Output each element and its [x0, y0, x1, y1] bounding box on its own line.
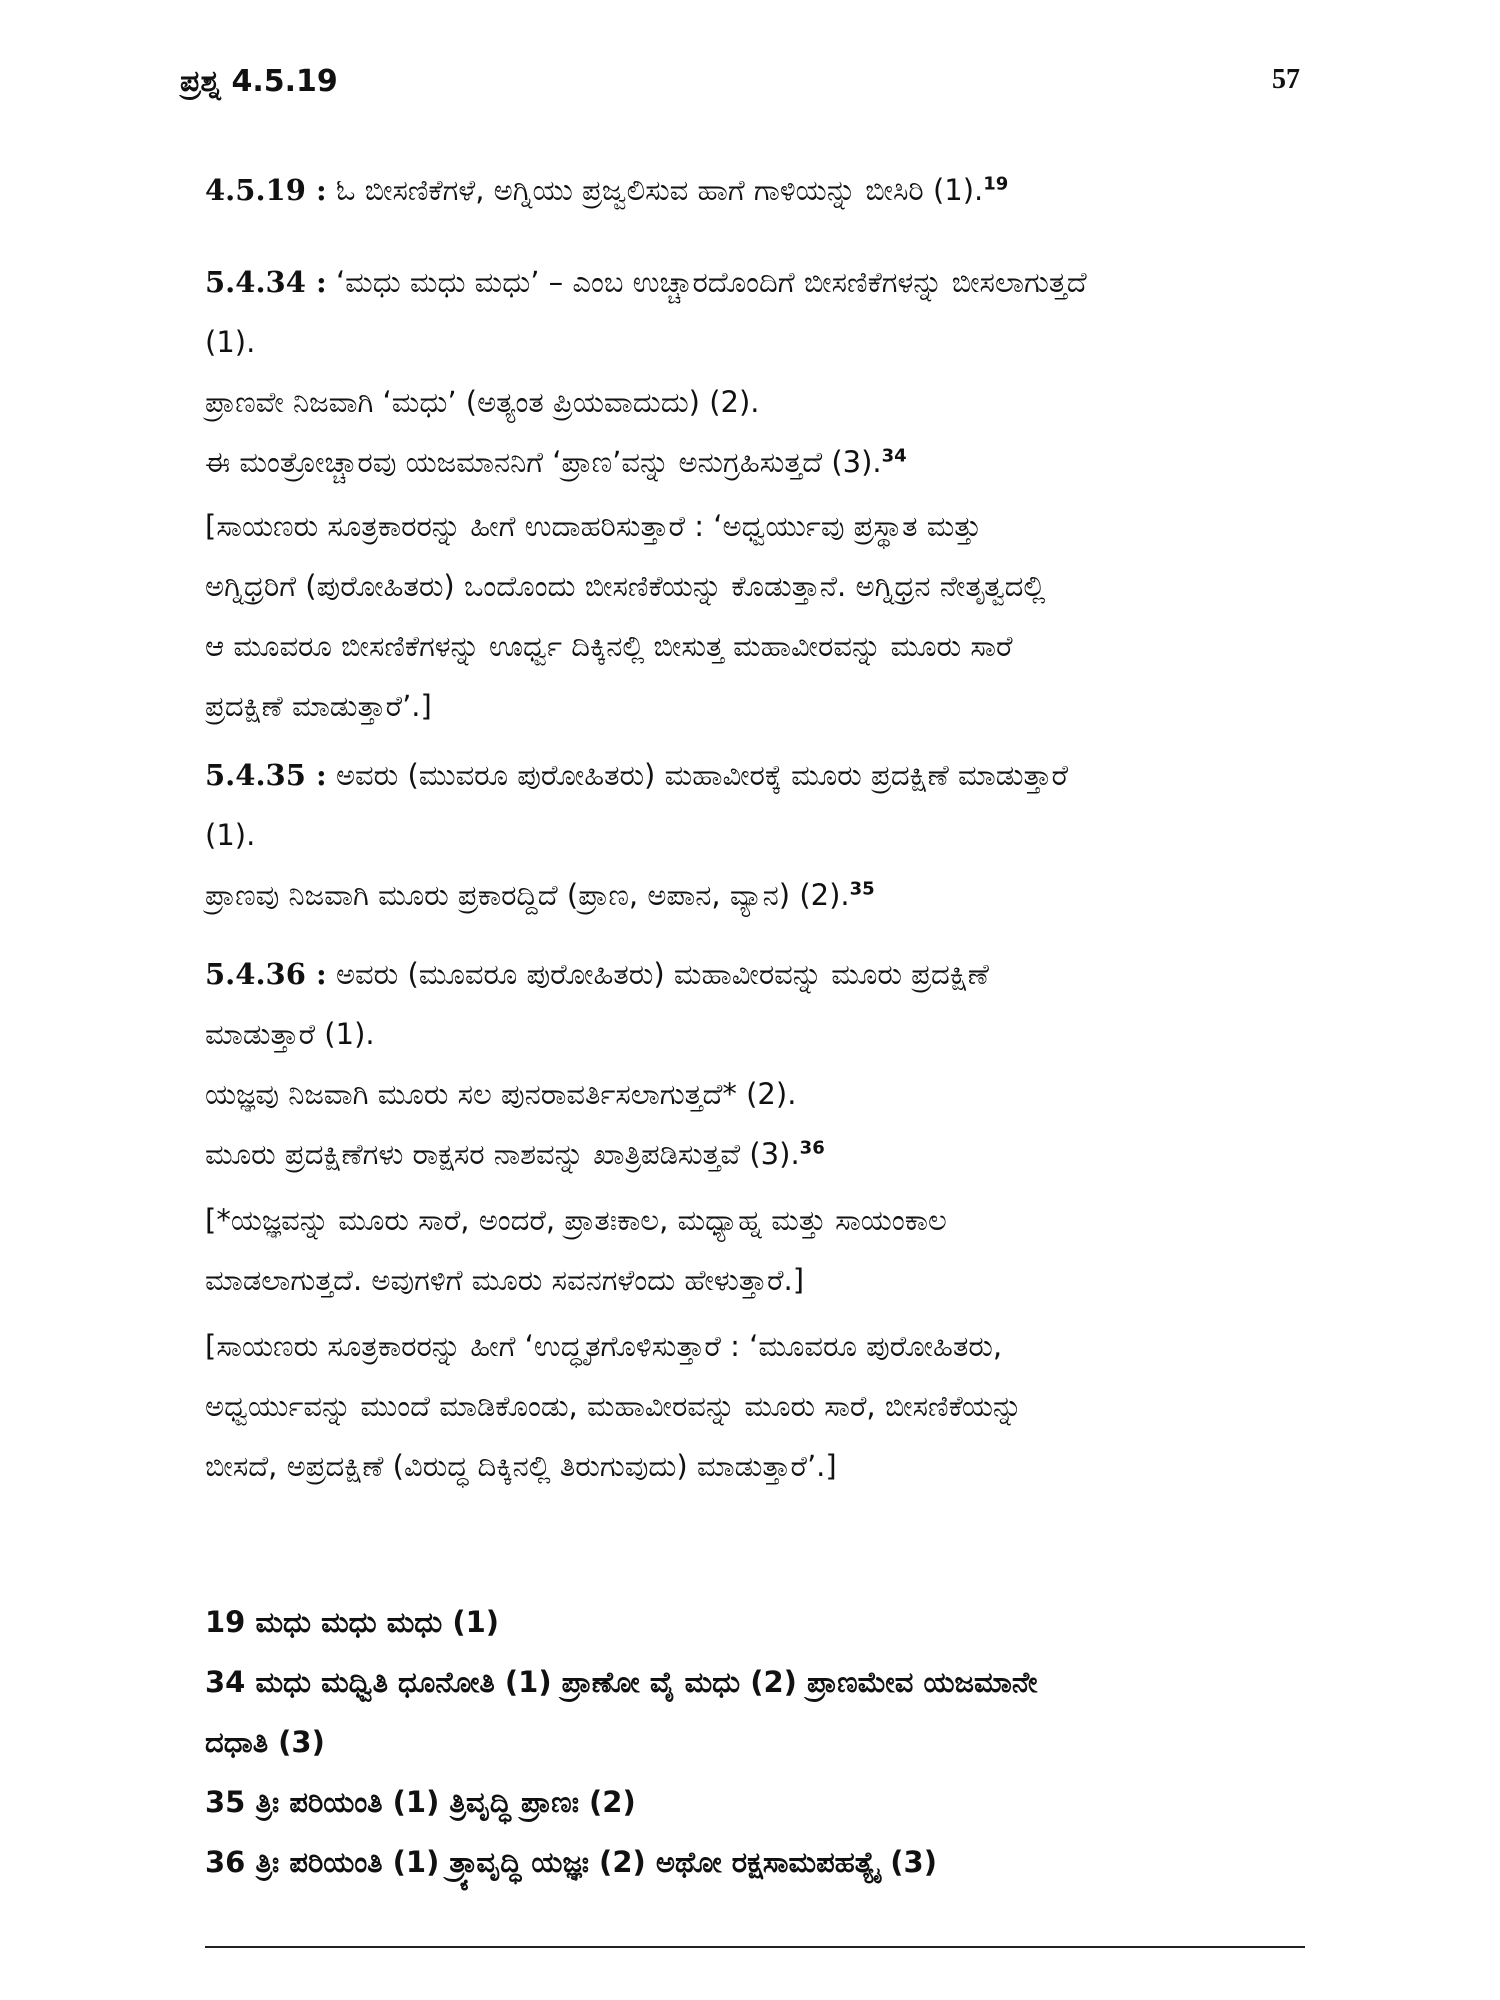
note-line: ಬೀಸದೆ, ಅಪ್ರದಕ್ಷಿಣೆ (ವಿರುದ್ಧ ದಿಕ್ಕಿನಲ್ಲಿ ತಿರುಗುವುದು) ಮಾಡುತ್ತಾರೆ’.] — [205, 1449, 837, 1483]
verse-label: 5.4.35 : — [205, 758, 327, 792]
note-line: ಅಧ್ವರ್ಯುವನ್ನು ಮುಂದೆ ಮಾಡಿಕೊಂಡು, ಮಹಾವೀರವನ್ನು ಮೂರು ಸಾರೆ, ಬೀಸಣಿಕೆಯನ್ನು — [205, 1389, 1023, 1423]
note-line: ಪ್ರದಕ್ಷಿಣೆ ಮಾಡುತ್ತಾರೆ’.] — [205, 689, 432, 723]
verse-line: 4.5.19 : ಓ ಬೀಸಣಿಕೆಗಳೆ, ಅಗ್ನಿಯು ಪ್ರಜ್ವಲಿಸುವ ಹಾಗೆ ಗಾಳಿಯನ್ನು ಬೀಸಿರಿ (1).$^{19}$ — [205, 173, 1009, 207]
verse-label: 4.5.19 : — [205, 173, 327, 207]
footnote-line: 34 ಮಧು ಮಧ್ವಿತಿ ಧೂನೋತಿ (1) ಪ್ರಾಣೋ ವೈ ಮಧು (2) ಪ್ರಾಣಮೇವ ಯಜಮಾನೇ — [205, 1665, 1038, 1699]
footnote-ref: 34 — [881, 445, 907, 467]
verse-5-4-36 — [205, 944, 1325, 1184]
footnote-ref: 19 — [983, 173, 1009, 195]
note-line: [ಸಾಯಣರು ಸೂತ್ರಕಾರರನ್ನು ಹೀಗೆ ‘ಉದ್ಧೃತಗೊಳಿಸುತ್ತಾರೆ : ‘ಮೂವರೂ ಪುರೋಹಿತರು, — [205, 1329, 1003, 1363]
footnote-divider — [205, 1946, 1305, 1948]
verse-label: 5.4.34 : — [205, 265, 327, 299]
verse-line: 5.4.34 : ‘ಮಧು ಮಧು ಮಧು’ – ಎಂಬ ಉಚ್ಚಾರದೊಂದಿಗೆ ಬೀಸಣಿಕೆಗಳನ್ನು ಬೀಸಲಾಗುತ್ತದೆ — [205, 265, 1087, 299]
footnote-ref: 36 — [799, 1137, 825, 1159]
note-line: ಮಾಡಲಾಗುತ್ತದೆ. ಅವುಗಳಿಗೆ ಮೂರು ಸವನಗಳೆಂದು ಹೇಳುತ್ತಾರೆ.] — [205, 1263, 805, 1297]
page-number: 57 — [1272, 64, 1300, 95]
footnote-line: ದಧಾತಿ (3) — [205, 1725, 325, 1759]
commentary-note-3 — [205, 1316, 1325, 1496]
footnote-ref: 35 — [849, 878, 875, 900]
note-line: [*ಯಜ್ಞವನ್ನು ಮೂರು ಸಾರೆ, ಅಂದರೆ, ಪ್ರಾತಃಕಾಲ, ಮಧ್ಯಾಹ್ನ ಮತ್ತು ಸಾಯಂಕಾಲ — [205, 1203, 947, 1237]
footnote-line: 36 ತ್ರಿಃ ಪರಿಯಂತಿ (1) ತ್ರ್ಯಾವೃದ್ಧಿ ಯಜ್ಞಃ (2) ಅಥೋ ರಕ್ಷಸಾಮಪಹತ್ಯೈ (3) — [205, 1845, 937, 1879]
verse-label: 5.4.36 : — [205, 957, 327, 991]
verse-4-5-19 — [205, 160, 1325, 220]
note-line: ಅಗ್ನಿಧ್ರರಿಗೆ (ಪುರೋಹಿತರು) ಒಂದೊಂದು ಬೀಸಣಿಕೆಯನ್ನು ಕೊಡುತ್ತಾನೆ. ಅಗ್ನಿಧ್ರನ ನೇತೃತ್ವದಲ್ಲಿ — [205, 569, 1046, 603]
verse-line: ಈ ಮಂತ್ರೋಚ್ಚಾರವು ಯಜಮಾನನಿಗೆ ‘ಪ್ರಾಣ’ವನ್ನು ಅನುಗ್ರಹಿಸುತ್ತದೆ (3).$^{34}$ — [205, 445, 907, 479]
verse-line: 5.4.36 : ಅವರು (ಮೂವರೂ ಪುರೋಹಿತರು) ಮಹಾವೀರವನ್ನು ಮೂರು ಪ್ರದಕ್ಷಿಣೆ — [205, 957, 989, 991]
verse-5-4-35 — [205, 745, 1325, 925]
footnote-line: 19 ಮಧು ಮಧು ಮಧು (1) — [205, 1605, 500, 1639]
commentary-note-2 — [205, 1190, 1325, 1310]
commentary-note-1 — [205, 496, 1325, 736]
verse-line: ಯಜ್ಞವು ನಿಜವಾಗಿ ಮೂರು ಸಲ ಪುನರಾವರ್ತಿಸಲಾಗುತ್ತದೆ* (2). — [205, 1077, 797, 1111]
verse-line: (1). — [205, 325, 256, 359]
footnotes — [205, 1592, 1325, 1892]
verse-line: ಪ್ರಾಣವೇ ನಿಜವಾಗಿ ‘ಮಧು’ (ಅತ್ಯಂತ ಪ್ರಿಯವಾದುದು) (2). — [205, 385, 760, 419]
footnote-line: 35 ತ್ರಿಃ ಪರಿಯಂತಿ (1) ತ್ರಿವೃದ್ಧಿ ಪ್ರಾಣಃ (2) — [205, 1785, 636, 1819]
verse-line: ಪ್ರಾಣವು ನಿಜವಾಗಿ ಮೂರು ಪ್ರಕಾರದ್ದಿದೆ (ಪ್ರಾಣ, ಅಪಾನ, ವ್ಯಾನ) (2).$^{35}$ — [205, 878, 875, 912]
verse-line: 5.4.35 : ಅವರು (ಮುವರೂ ಪುರೋಹಿತರು) ಮಹಾವೀರಕ್ಕೆ ಮೂರು ಪ್ರದಕ್ಷಿಣೆ ಮಾಡುತ್ತಾರೆ — [205, 758, 1069, 792]
verse-line: ಮಾಡುತ್ತಾರೆ (1). — [205, 1017, 375, 1051]
note-line: [ಸಾಯಣರು ಸೂತ್ರಕಾರರನ್ನು ಹೀಗೆ ಉದಾಹರಿಸುತ್ತಾರೆ : ‘ಅಧ್ವರ್ಯುವು ಪ್ರಸ್ಥಾತ ಮತ್ತು — [205, 509, 982, 543]
running-header: ಪ್ರಶ್ನ 4.5.19 — [180, 64, 338, 99]
verse-line: (1). — [205, 818, 256, 852]
note-line: ಆ ಮೂವರೂ ಬೀಸಣಿಕೆಗಳನ್ನು ಊರ್ಧ್ವ ದಿಕ್ಕಿನಲ್ಲಿ ಬೀಸುತ್ತ ಮಹಾವೀರವನ್ನು ಮೂರು ಸಾರೆ — [205, 629, 1013, 663]
verse-line: ಮೂರು ಪ್ರದಕ್ಷಿಣೆಗಳು ರಾಕ್ಷಸರ ನಾಶವನ್ನು ಖಾತ್ರಿಪಡಿಸುತ್ತವೆ (3).$^{36}$ — [205, 1137, 825, 1171]
verse-5-4-34 — [205, 252, 1325, 492]
